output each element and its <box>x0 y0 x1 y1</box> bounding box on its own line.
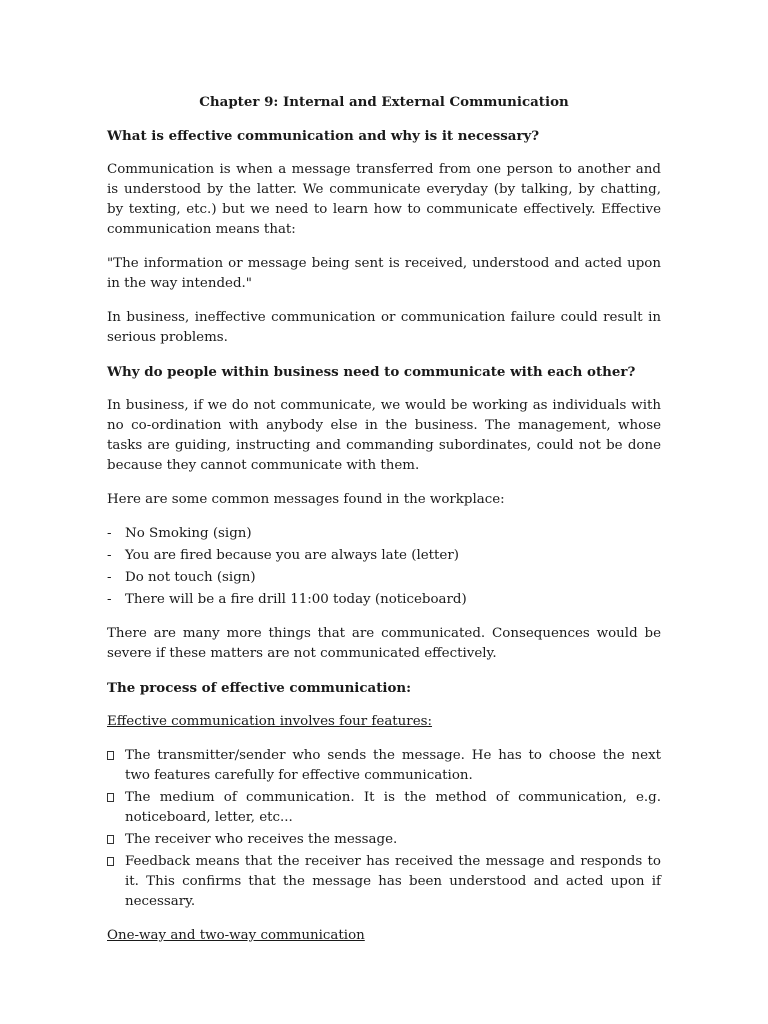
messages-list <box>107 524 661 610</box>
document-page <box>107 92 661 960</box>
list-item: The medium of communication. It is the method of communication, e.g. noticeboard, letter, etc... <box>107 788 661 828</box>
paragraph-definition: Communication is when a message transferred from one person to another and is understood by the latter. We communicate everyday (by talking, by chatting, by texting, etc.) but we need to learn how to communicate effectively. Effective communication means that: <box>107 162 661 237</box>
list-item: Feedback means that the receiver has received the message and responds to it. This confirms that the message has been understood and acted upon if necessary. <box>107 852 661 912</box>
paragraph-coordination: In business, if we do not communicate, we would be working as individuals with no co-ordination with anybody else in the business. The management, whose tasks are guiding, instructing and commanding subordinates, could not be done because they cannot communicate with them. <box>107 398 661 473</box>
box-bullet-icon <box>107 751 114 760</box>
section-heading-effective-communication: What is effective communication and why is it necessary? <box>107 128 540 144</box>
dash-marker: - <box>107 592 112 607</box>
subheading-one-way-two-way: One-way and two-way communication <box>107 928 365 943</box>
page-title: Chapter 9: Internal and External Communication <box>199 94 569 110</box>
list-item: - You are fired because you are always late (letter) <box>107 546 661 566</box>
dash-marker: - <box>107 526 112 541</box>
paragraph-business-failure: In business, ineffective communication or communication failure could result in serious problems. <box>107 310 661 345</box>
box-bullet-icon <box>107 793 114 802</box>
dash-marker: - <box>107 570 112 585</box>
box-bullet-icon <box>107 835 114 844</box>
subheading-four-features: Effective communication involves four features: <box>107 714 433 729</box>
paragraph-consequences: There are many more things that are communicated. Consequences would be severe if these matters are not communicated effectively. <box>107 626 661 661</box>
paragraph-quote: "The information or message being sent is received, understood and acted upon in the way intended." <box>107 256 661 291</box>
list-item: The receiver who receives the message. <box>107 830 661 850</box>
list-item: - There will be a fire drill 11:00 today (noticeboard) <box>107 590 661 610</box>
box-bullet-icon <box>107 857 114 866</box>
list-item: The transmitter/sender who sends the message. He has to choose the next two features carefully for effective communication. <box>107 746 661 786</box>
list-item: - Do not touch (sign) <box>107 568 661 588</box>
section-heading-process: The process of effective communication: <box>107 680 412 696</box>
features-list <box>107 746 661 912</box>
paragraph-common-messages-intro: Here are some common messages found in the workplace: <box>107 492 505 507</box>
dash-marker: - <box>107 548 112 563</box>
section-heading-why-communicate: Why do people within business need to communicate with each other? <box>107 364 636 380</box>
list-item: - No Smoking (sign) <box>107 524 661 544</box>
